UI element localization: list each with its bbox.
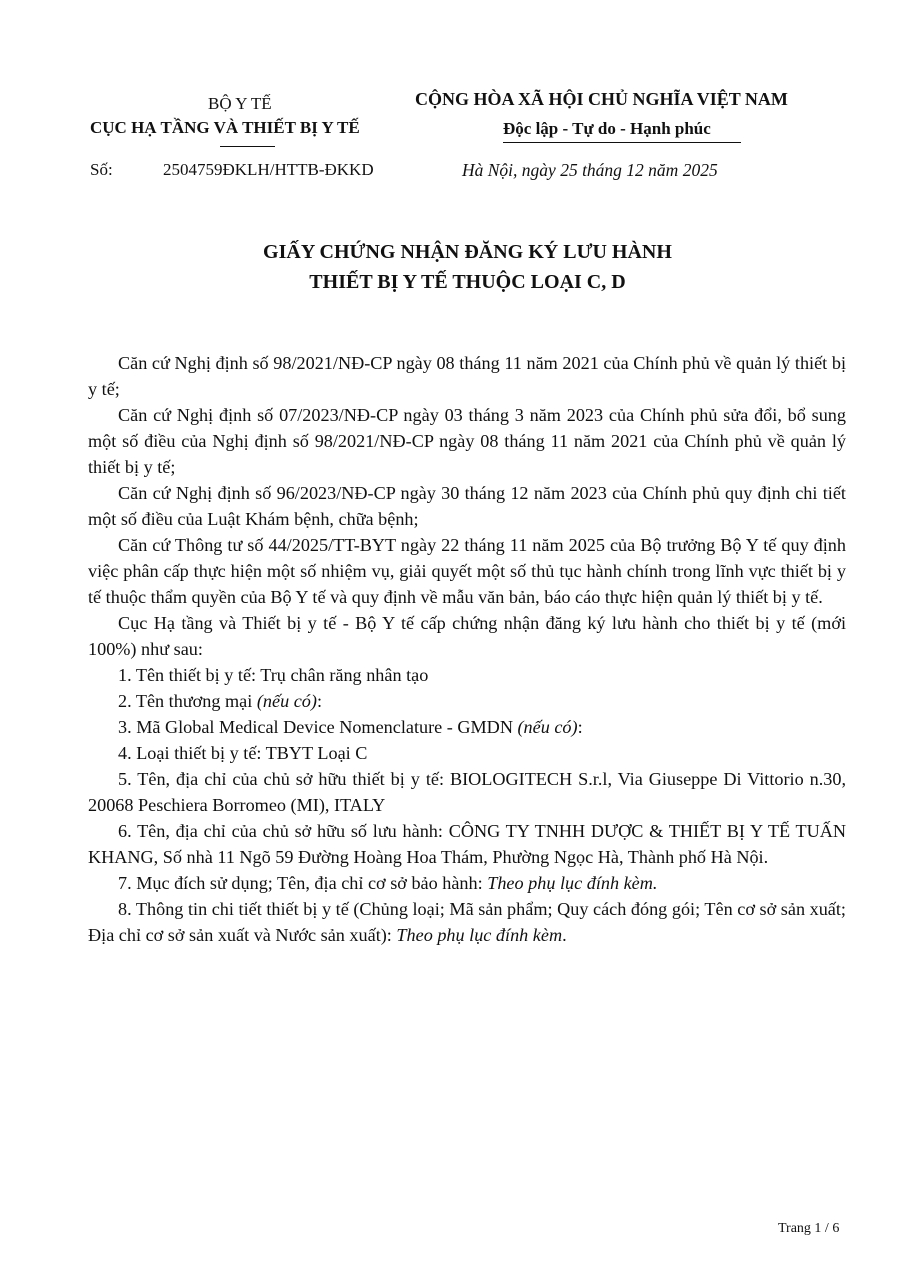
- item-trade-name: [88, 688, 846, 714]
- national-motto: Độc lập - Tự do - Hạnh phúc: [503, 119, 711, 138]
- item-gmdn-label: 3. Mã Global Medical Device Nomenclature - GMDN: [118, 717, 518, 737]
- item-device-owner: 5. Tên, địa chỉ của chủ sở hữu thiết bị y tế: BIOLOGITECH S.r.l, Via Giuseppe Di Vittorio n.30, 20068 Peschiera Borromeo (MI), ITALY: [88, 769, 846, 815]
- item-device-name: 1. Tên thiết bị y tế: Trụ chân răng nhân tạo: [118, 665, 429, 685]
- item-device-class: 4. Loại thiết bị y tế: TBYT Loại C: [118, 743, 368, 763]
- item-intended-use-label: 7. Mục đích sử dụng; Tên, địa chỉ cơ sở bảo hành:: [118, 873, 488, 893]
- legal-basis-1: Căn cứ Nghị định số 98/2021/NĐ-CP ngày 08 tháng 11 năm 2021 của Chính phủ về quản lý thiết bị y tế;: [88, 353, 846, 399]
- document-number: 2504759ĐKLH/HTTB-ĐKKD: [163, 160, 374, 179]
- department-name: CỤC HẠ TẦNG VÀ THIẾT BỊ Y TẾ: [90, 118, 360, 137]
- item-gmdn-note: (nếu có): [517, 717, 578, 737]
- place-and-date: Hà Nội, ngày 25 tháng 12 năm 2025: [462, 160, 718, 180]
- document-body: [88, 350, 846, 948]
- item-trade-name-colon: :: [316, 691, 323, 711]
- item-trade-name-label: 2. Tên thương mại: [118, 691, 257, 711]
- certification-intro: Cục Hạ tầng và Thiết bị y tế - Bộ Y tế cấp chứng nhận đăng ký lưu hành cho thiết bị y tế (mới 100%) như sau:: [88, 613, 846, 659]
- item-device-details: [88, 896, 846, 948]
- item-device-details-label: 8. Thông tin chi tiết thiết bị y tế (Chủng loại; Mã sản phẩm; Quy cách đóng gói; Tên cơ sở sản xuất; Địa chỉ cơ sở sản xuất và Nước sản xuất):: [88, 899, 846, 945]
- legal-basis-4: Căn cứ Thông tư số 44/2025/TT-BYT ngày 22 tháng 11 năm 2025 của Bộ trưởng Bộ Y tế quy định việc phân cấp thực hiện một số nhiệm vụ, giải quyết một số thủ tục hành chính trong lĩnh vực thiết bị y tế thuộc thẩm quyền của Bộ Y tế và quy định về mẫu văn bản, báo cáo thực hiện quản lý thiết bị y tế.: [88, 535, 846, 607]
- motto-underline: [503, 142, 741, 143]
- ministry-name: BỘ Y TẾ: [208, 94, 272, 113]
- item-trade-name-note: (nếu có): [256, 691, 317, 711]
- item-intended-use: [88, 870, 846, 896]
- legal-basis-3: Căn cứ Nghị định số 96/2023/NĐ-CP ngày 30 tháng 12 năm 2023 của Chính phủ quy định chi tiết một số điều của Luật Khám bệnh, chữa bệnh;: [88, 483, 846, 529]
- department-underline: [220, 146, 275, 147]
- document-number-label: Số:: [90, 160, 113, 179]
- page-number: Trang 1 / 6: [778, 1221, 840, 1236]
- item-device-details-period: .: [562, 925, 567, 945]
- country-name: CỘNG HÒA XÃ HỘI CHỦ NGHĨA VIỆT NAM: [415, 89, 788, 109]
- item-gmdn-code: [88, 714, 846, 740]
- item-registration-holder: 6. Tên, địa chỉ của chủ sở hữu số lưu hành: CÔNG TY TNHH DƯỢC & THIẾT BỊ Y TẾ TUẤN KHANG, Số nhà 11 Ngõ 59 Đường Hoàng Hoa Thám, Phường Ngọc Hà, Thành phố Hà Nội.: [88, 821, 846, 867]
- item-gmdn-colon: :: [577, 717, 583, 737]
- item-device-details-note: Theo phụ lục đính kèm: [396, 925, 563, 945]
- document-title-line-1: GIẤY CHỨNG NHẬN ĐĂNG KÝ LƯU HÀNH: [263, 241, 672, 263]
- item-intended-use-note: Theo phụ lục đính kèm.: [487, 873, 658, 893]
- document-title-line-2: THIẾT BỊ Y TẾ THUỘC LOẠI C, D: [309, 271, 626, 293]
- legal-basis-2: Căn cứ Nghị định số 07/2023/NĐ-CP ngày 03 tháng 3 năm 2023 của Chính phủ sửa đổi, bổ sung một số điều của Nghị định số 98/2021/NĐ-CP ngày 08 tháng 11 năm 2021 của Chính phủ về quản lý thiết bị y tế;: [88, 405, 846, 477]
